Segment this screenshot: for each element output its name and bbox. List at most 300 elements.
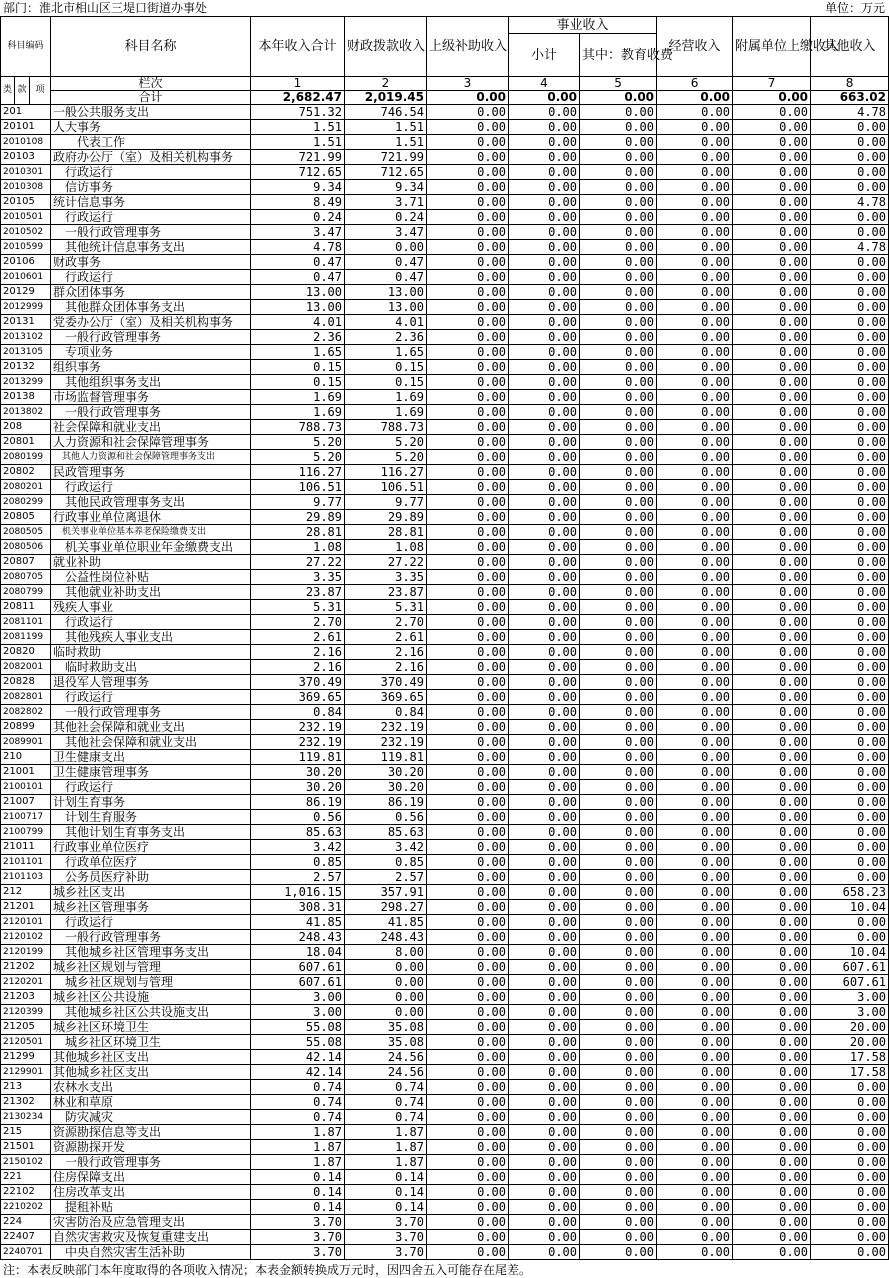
- row-value: 0.14: [251, 1185, 345, 1200]
- row-value: 0.00: [580, 855, 657, 870]
- row-value: 5.31: [345, 600, 427, 615]
- table-row: [1, 975, 889, 990]
- row-value: 0.14: [345, 1200, 427, 1215]
- row-name: 其他民政管理事务支出: [51, 495, 251, 510]
- row-value: 0.00: [580, 1185, 657, 1200]
- row-value: 0.00: [811, 915, 889, 930]
- row-value: 85.63: [251, 825, 345, 840]
- row-value: 0.00: [427, 1065, 509, 1080]
- row-name: 民政管理事务: [51, 465, 251, 480]
- row-name: 中央自然灾害生活补助: [51, 1245, 251, 1260]
- row-value: 4.01: [345, 315, 427, 330]
- row-value: 0.00: [811, 1095, 889, 1110]
- row-value: 370.49: [345, 675, 427, 690]
- row-value: 0.00: [580, 1155, 657, 1170]
- table-row: [1, 825, 889, 840]
- row-value: 0.00: [657, 420, 733, 435]
- row-value: 28.81: [345, 525, 427, 540]
- row-value: 0.00: [427, 195, 509, 210]
- row-value: 0.00: [509, 1140, 580, 1155]
- row-value: 0.00: [733, 825, 811, 840]
- row-name: 自然灾害救灾及恢复重建支出: [51, 1230, 251, 1245]
- table-row: [1, 240, 889, 255]
- row-value: 3.35: [345, 570, 427, 585]
- row-name: 专项业务: [51, 345, 251, 360]
- table-row: [1, 630, 889, 645]
- row-code: 2100799: [1, 825, 51, 840]
- row-value: 10.04: [811, 900, 889, 915]
- row-value: 0.00: [580, 1020, 657, 1035]
- row-value: 0.00: [811, 120, 889, 135]
- row-value: 0.00: [811, 315, 889, 330]
- row-code: 2013802: [1, 405, 51, 420]
- col-header-affiliated: 附属单位上缴收入: [733, 17, 811, 77]
- table-row: [1, 195, 889, 210]
- table-row: [1, 1080, 889, 1095]
- table-row: [1, 1005, 889, 1020]
- row-name: 机关事业单位职业年金缴费支出: [51, 540, 251, 555]
- row-name: 提租补贴: [51, 1200, 251, 1215]
- row-value: 0.84: [251, 705, 345, 720]
- row-value: 0.00: [733, 180, 811, 195]
- row-name: 城乡社区规划与管理: [51, 960, 251, 975]
- row-value: 1.87: [251, 1125, 345, 1140]
- row-name: 城乡社区支出: [51, 885, 251, 900]
- row-code: 2082801: [1, 690, 51, 705]
- table-row: [1, 495, 889, 510]
- row-value: 0.00: [657, 1080, 733, 1095]
- col-header-upper: 上级补助收入: [427, 17, 509, 77]
- row-value: 0.00: [580, 825, 657, 840]
- row-value: 0.00: [580, 1005, 657, 1020]
- row-value: 232.19: [251, 735, 345, 750]
- table-row: [1, 1215, 889, 1230]
- row-value: 0.00: [811, 1245, 889, 1260]
- table-row: [1, 870, 889, 885]
- row-value: 0.00: [657, 180, 733, 195]
- table-row: [1, 1065, 889, 1080]
- row-value: 0.00: [811, 585, 889, 600]
- col-number: 7: [733, 77, 811, 91]
- row-value: 0.00: [509, 525, 580, 540]
- row-value: 0.00: [657, 1035, 733, 1050]
- col-header-business-group: 事业收入: [509, 17, 657, 34]
- row-value: 0.00: [733, 360, 811, 375]
- row-code: 2150102: [1, 1155, 51, 1170]
- row-value: 0.00: [811, 735, 889, 750]
- table-row: [1, 690, 889, 705]
- row-value: 0.00: [580, 435, 657, 450]
- row-value: 23.87: [251, 585, 345, 600]
- row-name: 城乡社区管理事务: [51, 900, 251, 915]
- col-header-class: 类: [1, 77, 15, 105]
- col-header-code: 科目编码: [1, 17, 51, 77]
- data-rows: [1, 105, 889, 1260]
- row-value: 0.00: [509, 1005, 580, 1020]
- row-value: 0.00: [427, 930, 509, 945]
- row-code: 2010501: [1, 210, 51, 225]
- row-value: 3.00: [811, 1005, 889, 1020]
- row-code: 213: [1, 1080, 51, 1095]
- row-value: 0.00: [509, 780, 580, 795]
- row-code: 2120201: [1, 975, 51, 990]
- table-row: [1, 750, 889, 765]
- row-value: 0.00: [427, 1005, 509, 1020]
- row-code: 20129: [1, 285, 51, 300]
- row-value: 0.00: [580, 795, 657, 810]
- row-value: 0.00: [509, 1020, 580, 1035]
- row-value: 0.00: [811, 870, 889, 885]
- row-name: 其他人力资源和社会保障管理事务支出: [51, 450, 251, 465]
- row-value: 0.00: [427, 510, 509, 525]
- row-value: 0.00: [657, 1140, 733, 1155]
- row-value: 0.00: [657, 1110, 733, 1125]
- row-name: 临时救助: [51, 645, 251, 660]
- row-value: 0.00: [811, 750, 889, 765]
- row-value: 0.00: [657, 375, 733, 390]
- row-value: 0.00: [811, 660, 889, 675]
- row-code: 2080505: [1, 525, 51, 540]
- row-value: 0.00: [580, 990, 657, 1005]
- row-value: 0.47: [345, 255, 427, 270]
- row-value: 0.00: [811, 435, 889, 450]
- row-value: 3.00: [251, 1005, 345, 1020]
- row-name: 林业和草原: [51, 1095, 251, 1110]
- row-value: 0.00: [811, 225, 889, 240]
- row-code: 2010301: [1, 165, 51, 180]
- row-value: 0.00: [509, 375, 580, 390]
- unit-label: 单位：万元: [824, 1, 885, 15]
- row-value: 0.74: [345, 1110, 427, 1125]
- row-value: 3.70: [345, 1215, 427, 1230]
- row-value: 0.00: [733, 810, 811, 825]
- row-value: 0.00: [580, 510, 657, 525]
- row-value: 0.00: [733, 420, 811, 435]
- row-value: 0.00: [509, 390, 580, 405]
- row-name: 防灾减灾: [51, 1110, 251, 1125]
- row-value: 788.73: [251, 420, 345, 435]
- row-name: 行政运行: [51, 915, 251, 930]
- row-name: 住房改革支出: [51, 1185, 251, 1200]
- row-value: 0.00: [580, 930, 657, 945]
- row-value: 1.65: [251, 345, 345, 360]
- row-value: 0.00: [509, 465, 580, 480]
- row-value: 0.00: [657, 600, 733, 615]
- col-number: 8: [811, 77, 889, 91]
- row-value: 0.00: [657, 735, 733, 750]
- row-value: 0.00: [733, 525, 811, 540]
- row-value: 1.65: [345, 345, 427, 360]
- row-value: 0.00: [580, 975, 657, 990]
- total-value: 2,019.45: [345, 91, 427, 105]
- row-value: 2.36: [345, 330, 427, 345]
- row-value: 0.56: [345, 810, 427, 825]
- row-value: 0.00: [811, 330, 889, 345]
- row-value: 0.00: [580, 315, 657, 330]
- row-value: 0.00: [657, 840, 733, 855]
- row-name: 退役军人管理事务: [51, 675, 251, 690]
- row-value: 86.19: [345, 795, 427, 810]
- row-code: 2210202: [1, 1200, 51, 1215]
- row-value: 607.61: [811, 960, 889, 975]
- row-value: 0.00: [509, 720, 580, 735]
- row-value: 1.87: [345, 1140, 427, 1155]
- row-value: 35.08: [345, 1020, 427, 1035]
- row-value: 0.00: [811, 780, 889, 795]
- row-value: 0.00: [427, 1110, 509, 1125]
- row-value: 0.00: [657, 1125, 733, 1140]
- row-value: 0.00: [427, 480, 509, 495]
- row-value: 248.43: [251, 930, 345, 945]
- row-name: 一般行政管理事务: [51, 405, 251, 420]
- row-value: 0.00: [427, 1140, 509, 1155]
- row-value: 0.00: [733, 135, 811, 150]
- table-row: [1, 390, 889, 405]
- row-value: 0.00: [580, 1095, 657, 1110]
- row-value: 0.00: [427, 255, 509, 270]
- row-value: 0.00: [733, 270, 811, 285]
- row-value: 0.00: [657, 1170, 733, 1185]
- row-value: 0.00: [733, 1140, 811, 1155]
- row-value: 298.27: [345, 900, 427, 915]
- row-value: 4.78: [251, 240, 345, 255]
- row-code: 20802: [1, 465, 51, 480]
- row-value: 0.00: [427, 1035, 509, 1050]
- row-value: 0.00: [427, 765, 509, 780]
- row-code: 20103: [1, 150, 51, 165]
- row-value: 0.00: [811, 840, 889, 855]
- row-name: 其他城乡社区管理事务支出: [51, 945, 251, 960]
- row-value: 2.70: [345, 615, 427, 630]
- row-value: 0.15: [251, 360, 345, 375]
- row-value: 0.00: [509, 960, 580, 975]
- table-row: [1, 1110, 889, 1125]
- row-value: 0.00: [580, 270, 657, 285]
- row-name: 其他残疾人事业支出: [51, 630, 251, 645]
- row-value: 607.61: [811, 975, 889, 990]
- row-value: 0.00: [580, 690, 657, 705]
- row-value: 0.00: [733, 735, 811, 750]
- row-value: 0.00: [580, 1170, 657, 1185]
- row-value: 0.00: [657, 150, 733, 165]
- row-code: 21201: [1, 900, 51, 915]
- row-value: 0.00: [509, 810, 580, 825]
- row-value: 0.00: [345, 960, 427, 975]
- row-value: 0.00: [509, 1245, 580, 1260]
- row-value: 5.20: [251, 450, 345, 465]
- row-value: 0.00: [657, 540, 733, 555]
- row-value: 0.00: [580, 150, 657, 165]
- row-value: 0.00: [811, 1170, 889, 1185]
- row-value: 0.00: [733, 945, 811, 960]
- row-value: 232.19: [345, 720, 427, 735]
- row-value: 0.00: [509, 165, 580, 180]
- row-value: 0.00: [427, 210, 509, 225]
- row-code: 20820: [1, 645, 51, 660]
- row-value: 0.00: [733, 1035, 811, 1050]
- row-name: 其他就业补助支出: [51, 585, 251, 600]
- row-value: 0.00: [580, 960, 657, 975]
- row-value: 0.00: [733, 750, 811, 765]
- row-value: 0.00: [427, 720, 509, 735]
- row-code: 2101103: [1, 870, 51, 885]
- row-value: 0.00: [580, 1140, 657, 1155]
- row-value: 20.00: [811, 1035, 889, 1050]
- row-value: 0.15: [251, 375, 345, 390]
- row-value: 9.34: [251, 180, 345, 195]
- row-value: 0.00: [509, 300, 580, 315]
- row-value: 28.81: [251, 525, 345, 540]
- row-value: 0.00: [733, 1005, 811, 1020]
- row-value: 116.27: [251, 465, 345, 480]
- row-value: 0.00: [733, 615, 811, 630]
- row-value: 0.00: [509, 975, 580, 990]
- row-value: 0.00: [427, 540, 509, 555]
- row-value: 0.00: [811, 495, 889, 510]
- row-value: 0.00: [427, 390, 509, 405]
- row-code: 20106: [1, 255, 51, 270]
- row-code: 2080199: [1, 450, 51, 465]
- row-value: 9.77: [251, 495, 345, 510]
- row-value: 0.47: [251, 255, 345, 270]
- row-value: 0.00: [580, 495, 657, 510]
- row-name: 城乡社区环境卫生: [51, 1020, 251, 1035]
- row-value: 0.00: [733, 1050, 811, 1065]
- row-value: 0.84: [345, 705, 427, 720]
- col-header-edu-fee: 其中：教育收费: [580, 34, 657, 77]
- row-value: 0.00: [733, 660, 811, 675]
- row-name: 计划生育事务: [51, 795, 251, 810]
- row-value: 0.00: [657, 195, 733, 210]
- row-code: 2080506: [1, 540, 51, 555]
- row-value: 0.00: [733, 855, 811, 870]
- table-row: [1, 720, 889, 735]
- row-value: 0.00: [427, 840, 509, 855]
- col-header-fiscal: 财政拨款收入: [345, 17, 427, 77]
- row-value: 0.00: [509, 1155, 580, 1170]
- row-value: 0.00: [657, 1230, 733, 1245]
- row-value: 119.81: [251, 750, 345, 765]
- row-value: 2.16: [345, 645, 427, 660]
- row-code: 2010502: [1, 225, 51, 240]
- row-value: 85.63: [345, 825, 427, 840]
- row-name: 其他组织事务支出: [51, 375, 251, 390]
- row-value: 0.00: [657, 900, 733, 915]
- row-value: 0.00: [580, 555, 657, 570]
- row-name: 计划生育服务: [51, 810, 251, 825]
- row-name: 其他社会保障和就业支出: [51, 720, 251, 735]
- row-value: 0.00: [580, 765, 657, 780]
- row-value: 0.00: [811, 690, 889, 705]
- row-value: 0.47: [251, 270, 345, 285]
- row-value: 0.00: [733, 840, 811, 855]
- row-value: 0.00: [580, 600, 657, 615]
- row-value: 0.00: [733, 1245, 811, 1260]
- row-value: 8.00: [345, 945, 427, 960]
- row-value: 0.00: [733, 1215, 811, 1230]
- row-value: 0.00: [580, 450, 657, 465]
- row-value: 370.49: [251, 675, 345, 690]
- col-number: 2: [345, 77, 427, 91]
- row-value: 0.00: [509, 660, 580, 675]
- row-code: 2010599: [1, 240, 51, 255]
- row-value: 0.00: [427, 900, 509, 915]
- row-value: 0.00: [427, 1155, 509, 1170]
- row-value: 0.00: [580, 285, 657, 300]
- row-name: 城乡社区公共设施: [51, 990, 251, 1005]
- row-value: 0.74: [251, 1095, 345, 1110]
- table-row: [1, 1095, 889, 1110]
- row-value: 0.00: [509, 765, 580, 780]
- row-value: 0.00: [811, 525, 889, 540]
- row-code: 21202: [1, 960, 51, 975]
- row-name: 人大事务: [51, 120, 251, 135]
- row-value: 0.00: [509, 330, 580, 345]
- row-value: 0.00: [657, 315, 733, 330]
- row-value: 0.00: [427, 615, 509, 630]
- row-value: 0.00: [657, 405, 733, 420]
- row-name: 其他群众团体事务支出: [51, 300, 251, 315]
- row-value: 0.00: [733, 705, 811, 720]
- row-value: 0.00: [811, 180, 889, 195]
- row-value: 0.00: [811, 450, 889, 465]
- table-row: [1, 270, 889, 285]
- row-value: 0.00: [657, 870, 733, 885]
- row-code: 212: [1, 885, 51, 900]
- row-value: 0.00: [509, 105, 580, 120]
- row-value: 24.56: [345, 1050, 427, 1065]
- row-value: 0.00: [657, 1020, 733, 1035]
- row-value: 0.00: [733, 645, 811, 660]
- row-value: 0.00: [657, 390, 733, 405]
- row-code: 21205: [1, 1020, 51, 1035]
- row-value: 0.00: [580, 1200, 657, 1215]
- row-value: 0.00: [427, 330, 509, 345]
- total-value: 0.00: [580, 91, 657, 105]
- row-value: 0.00: [580, 585, 657, 600]
- row-value: 0.00: [509, 750, 580, 765]
- row-value: 0.00: [811, 825, 889, 840]
- row-value: 0.00: [657, 450, 733, 465]
- row-value: 0.00: [509, 570, 580, 585]
- total-value: 0.00: [427, 91, 509, 105]
- row-value: 0.00: [427, 1215, 509, 1230]
- row-value: 0.00: [657, 1050, 733, 1065]
- table-row: [1, 1200, 889, 1215]
- row-value: 18.04: [251, 945, 345, 960]
- row-value: 0.24: [251, 210, 345, 225]
- table-row: [1, 1050, 889, 1065]
- row-value: 0.00: [811, 510, 889, 525]
- row-code: 2081199: [1, 630, 51, 645]
- row-value: 0.74: [345, 1095, 427, 1110]
- table-row: [1, 960, 889, 975]
- row-value: 0.00: [427, 690, 509, 705]
- total-row: [1, 91, 889, 105]
- row-value: 0.74: [345, 1080, 427, 1095]
- row-value: 0.00: [733, 930, 811, 945]
- row-value: 0.00: [509, 645, 580, 660]
- row-value: 0.00: [811, 420, 889, 435]
- row-code: 208: [1, 420, 51, 435]
- row-code: 2013299: [1, 375, 51, 390]
- row-value: 0.00: [657, 360, 733, 375]
- row-value: 116.27: [345, 465, 427, 480]
- row-value: 0.00: [427, 750, 509, 765]
- row-value: 0.00: [811, 390, 889, 405]
- row-value: 0.00: [733, 720, 811, 735]
- row-value: 0.00: [811, 1140, 889, 1155]
